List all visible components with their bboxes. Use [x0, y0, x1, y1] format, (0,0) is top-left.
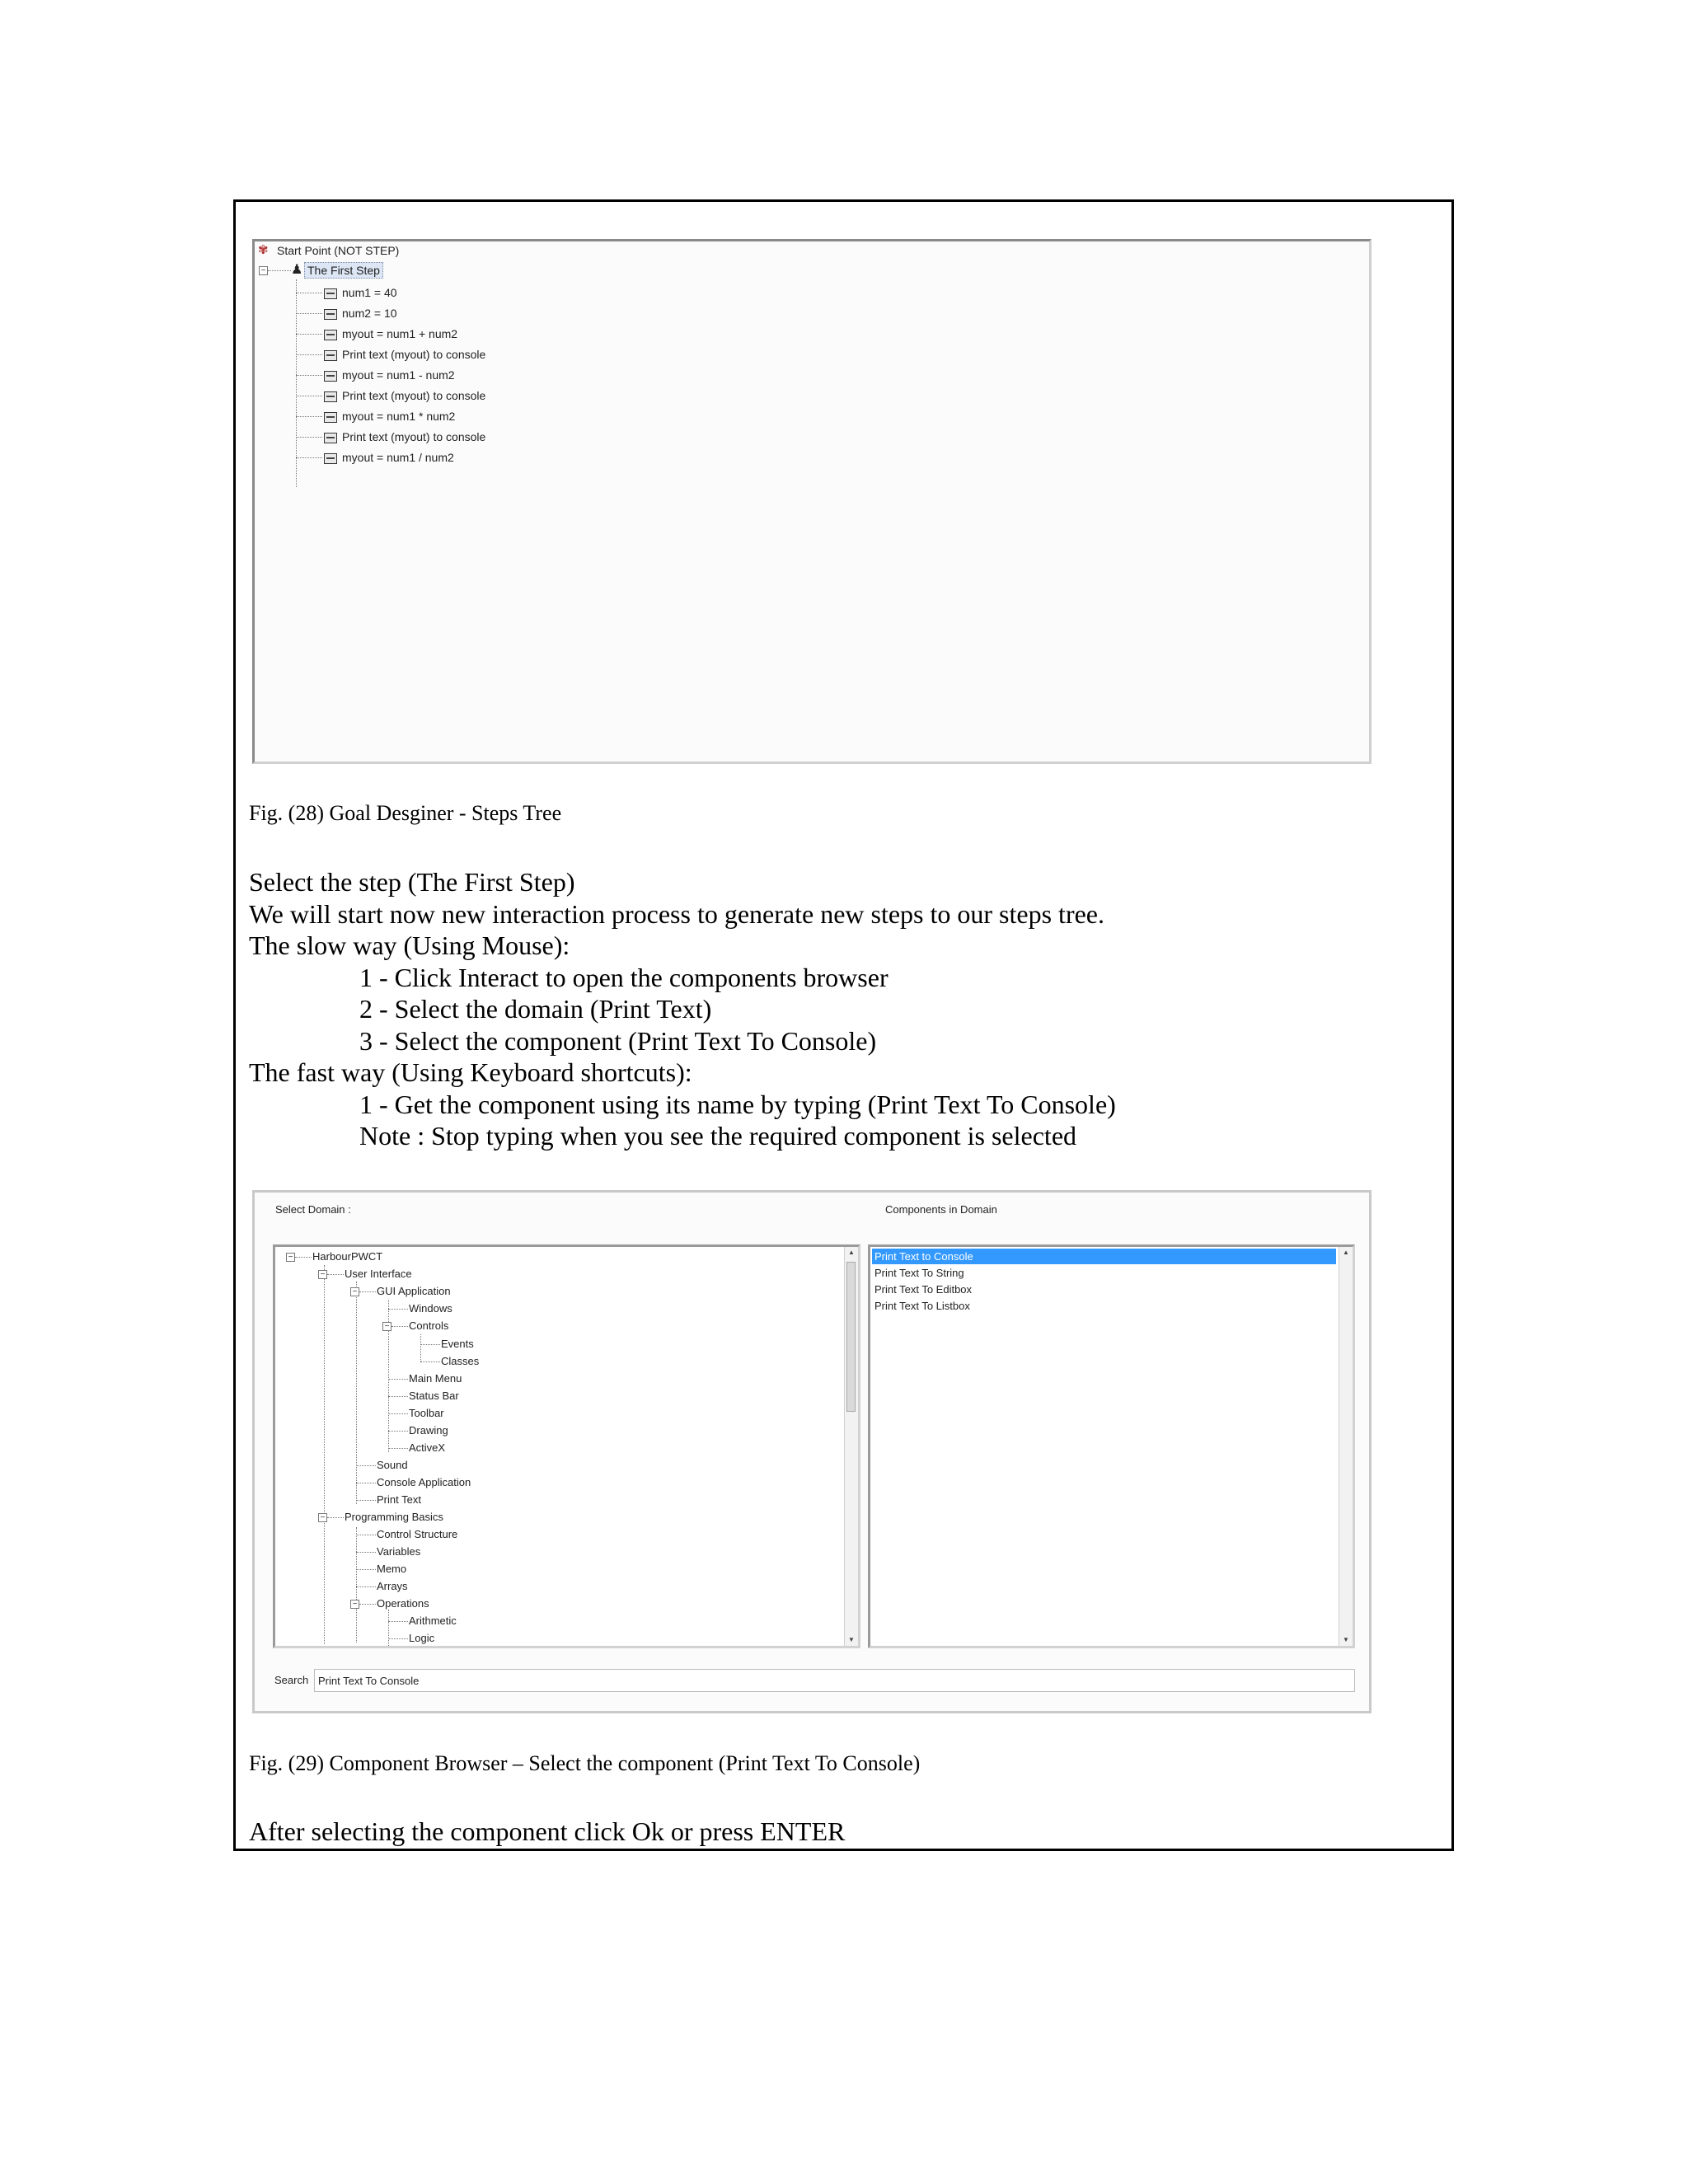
- search-label: Search: [274, 1674, 309, 1686]
- step-icon: [324, 309, 337, 320]
- tree-step-child[interactable]: [324, 448, 454, 466]
- domain-node[interactable]: Sound: [377, 1459, 408, 1471]
- collapse-icon[interactable]: −: [318, 1513, 327, 1522]
- tree-connector: [296, 279, 297, 487]
- step-icon: [324, 371, 337, 382]
- steps-tree-panel: [252, 239, 1372, 764]
- component-item[interactable]: Print Text To Listbox: [874, 1300, 970, 1312]
- step-icon: [324, 288, 337, 299]
- tree-connector: [388, 1610, 389, 1648]
- instruction-line: 1 - Get the component using its name by typing (Print Text To Console): [359, 1090, 1116, 1119]
- tree-connector: [356, 1586, 376, 1587]
- domain-tree-panel[interactable]: [273, 1244, 860, 1648]
- tree-connector: [359, 1604, 376, 1605]
- domain-node[interactable]: Classes: [441, 1355, 480, 1367]
- domain-node[interactable]: GUI Application: [377, 1285, 451, 1297]
- tree-connector: [356, 1552, 376, 1553]
- tree-connector: [356, 1527, 357, 1643]
- step-icon: [324, 330, 337, 340]
- instruction-line: The fast way (Using Keyboard shortcuts):: [249, 1057, 692, 1087]
- tree-step-child[interactable]: [324, 366, 455, 384]
- instruction-line: The slow way (Using Mouse):: [249, 930, 570, 960]
- scroll-down-arrow-icon[interactable]: ▼: [848, 1636, 855, 1643]
- component-item-selected[interactable]: Print Text to Console: [872, 1249, 1336, 1264]
- domain-node[interactable]: Control Structure: [377, 1528, 458, 1540]
- tree-connector: [296, 416, 322, 417]
- domain-node[interactable]: Arrays: [377, 1580, 408, 1592]
- tree-step-child[interactable]: [324, 407, 455, 425]
- instruction-line: Note : Stop typing when you see the required component is selected: [359, 1121, 1077, 1151]
- tree-step-label: The First Step: [304, 262, 383, 279]
- step-icon: [324, 350, 337, 361]
- components-scrollbar[interactable]: [1339, 1247, 1353, 1646]
- domain-node[interactable]: HarbourPWCT: [312, 1250, 383, 1263]
- tree-step-child[interactable]: [324, 345, 485, 363]
- step-icon: [324, 391, 337, 402]
- closing-instruction: After selecting the component click Ok or press ENTER: [249, 1816, 846, 1846]
- figure-28-caption: Fig. (28) Goal Desginer - Steps Tree: [249, 801, 562, 825]
- tree-connector: [296, 375, 322, 376]
- tree-root-label: Start Point (NOT STEP): [277, 244, 400, 257]
- domain-node[interactable]: Status Bar: [409, 1390, 459, 1402]
- tree-connector: [356, 1569, 376, 1570]
- domain-node[interactable]: Console Application: [377, 1476, 471, 1488]
- domain-node[interactable]: Memo: [377, 1563, 407, 1575]
- tree-step-child-label: myout = num1 / num2: [342, 451, 454, 464]
- instruction-line: We will start now new interaction process to generate new steps to our steps tree.: [249, 899, 1104, 929]
- instruction-line: Select the step (The First Step): [249, 867, 575, 897]
- tree-step-child-label: Print text (myout) to console: [342, 430, 486, 443]
- tree-connector: [388, 1379, 408, 1380]
- components-list-panel[interactable]: [868, 1244, 1355, 1648]
- domain-tree-scrollbar[interactable]: [844, 1247, 858, 1646]
- start-point-icon: ✾: [258, 243, 269, 257]
- tree-step-child-label: Print text (myout) to console: [342, 389, 486, 402]
- tree-step-child-label: myout = num1 - num2: [342, 368, 455, 382]
- tree-step-child-label: myout = num1 * num2: [342, 410, 456, 423]
- domain-node[interactable]: Main Menu: [409, 1372, 462, 1385]
- tree-connector: [327, 1517, 344, 1518]
- domain-node[interactable]: Operations: [377, 1597, 429, 1610]
- tree-connector: [324, 1265, 325, 1644]
- tree-step-child-label: myout = num1 + num2: [342, 327, 458, 340]
- domain-node[interactable]: Controls: [409, 1319, 449, 1332]
- tree-step-child-label: num2 = 10: [342, 307, 397, 320]
- tree-connector: [296, 457, 322, 458]
- tree-connector: [359, 1291, 376, 1292]
- tree-connector: [388, 1638, 408, 1639]
- domain-node[interactable]: ActiveX: [409, 1441, 446, 1454]
- tree-connector: [420, 1334, 421, 1361]
- domain-node[interactable]: Arithmetic: [409, 1615, 457, 1627]
- instruction-line: 2 - Select the domain (Print Text): [359, 994, 712, 1024]
- component-browser-window: [252, 1190, 1372, 1713]
- tree-connector: [296, 437, 322, 438]
- tree-connector: [356, 1500, 376, 1501]
- tree-connector: [420, 1361, 440, 1362]
- tree-connector: [388, 1621, 408, 1622]
- domain-node[interactable]: Toolbar: [409, 1407, 444, 1419]
- component-item[interactable]: Print Text To String: [874, 1267, 964, 1279]
- tree-connector: [388, 1431, 408, 1432]
- tree-root-node[interactable]: [274, 241, 401, 260]
- tree-step-child[interactable]: [324, 284, 397, 302]
- tree-connector: [295, 1257, 312, 1258]
- tree-connector: [296, 334, 322, 335]
- collapse-icon[interactable]: −: [286, 1253, 295, 1262]
- tree-connector: [268, 270, 291, 271]
- tree-connector: [356, 1465, 376, 1466]
- components-in-domain-label: Components in Domain: [885, 1203, 997, 1216]
- component-item[interactable]: Print Text To Editbox: [874, 1283, 973, 1296]
- tree-step-child[interactable]: [324, 304, 397, 322]
- tree-connector: [296, 354, 322, 355]
- collapse-icon[interactable]: −: [318, 1270, 327, 1279]
- tree-connector: [388, 1309, 408, 1310]
- step-icon: [324, 412, 337, 423]
- domain-node[interactable]: Windows: [409, 1302, 452, 1315]
- domain-node[interactable]: Logic: [409, 1632, 435, 1644]
- scroll-down-arrow-icon[interactable]: ▼: [1343, 1636, 1349, 1643]
- domain-node[interactable]: Events: [441, 1338, 474, 1350]
- domain-node[interactable]: Print Text: [377, 1493, 421, 1506]
- scroll-thumb[interactable]: [846, 1262, 856, 1412]
- tree-step-child-label: num1 = 40: [342, 286, 397, 299]
- tree-connector: [420, 1344, 440, 1345]
- search-input[interactable]: [314, 1669, 1355, 1692]
- tree-connector: [296, 313, 322, 314]
- tree-connector: [356, 1282, 357, 1504]
- domain-node[interactable]: User Interface: [345, 1268, 412, 1280]
- tree-step-child-label: Print text (myout) to console: [342, 348, 486, 361]
- instruction-line: 3 - Select the component (Print Text To Console): [359, 1026, 877, 1056]
- collapse-icon[interactable]: −: [350, 1600, 359, 1609]
- tree-connector: [388, 1396, 408, 1397]
- step-icon: [324, 433, 337, 443]
- tree-step-node[interactable]: [304, 261, 383, 279]
- step-person-icon: ♟: [291, 263, 303, 277]
- domain-node[interactable]: Variables: [377, 1545, 421, 1558]
- tree-connector: [392, 1326, 408, 1327]
- scroll-up-arrow-icon[interactable]: ▲: [848, 1249, 855, 1256]
- tree-connector: [388, 1413, 408, 1414]
- tree-connector: [388, 1448, 408, 1449]
- collapse-icon[interactable]: −: [259, 266, 268, 275]
- figure-29-caption: Fig. (29) Component Browser – Select the component (Print Text To Console): [249, 1751, 921, 1775]
- scroll-up-arrow-icon[interactable]: ▲: [1343, 1249, 1349, 1256]
- select-domain-label: Select Domain :: [275, 1203, 351, 1216]
- collapse-icon[interactable]: −: [350, 1287, 359, 1296]
- tree-step-child[interactable]: [324, 387, 485, 405]
- domain-node[interactable]: Programming Basics: [345, 1511, 443, 1523]
- domain-node[interactable]: Drawing: [409, 1424, 448, 1436]
- tree-step-child[interactable]: [324, 428, 485, 446]
- step-icon: [324, 453, 337, 464]
- collapse-icon[interactable]: −: [382, 1322, 392, 1331]
- instruction-line: 1 - Click Interact to open the components browser: [359, 963, 889, 992]
- tree-connector: [327, 1274, 344, 1275]
- tree-step-child[interactable]: [324, 325, 457, 343]
